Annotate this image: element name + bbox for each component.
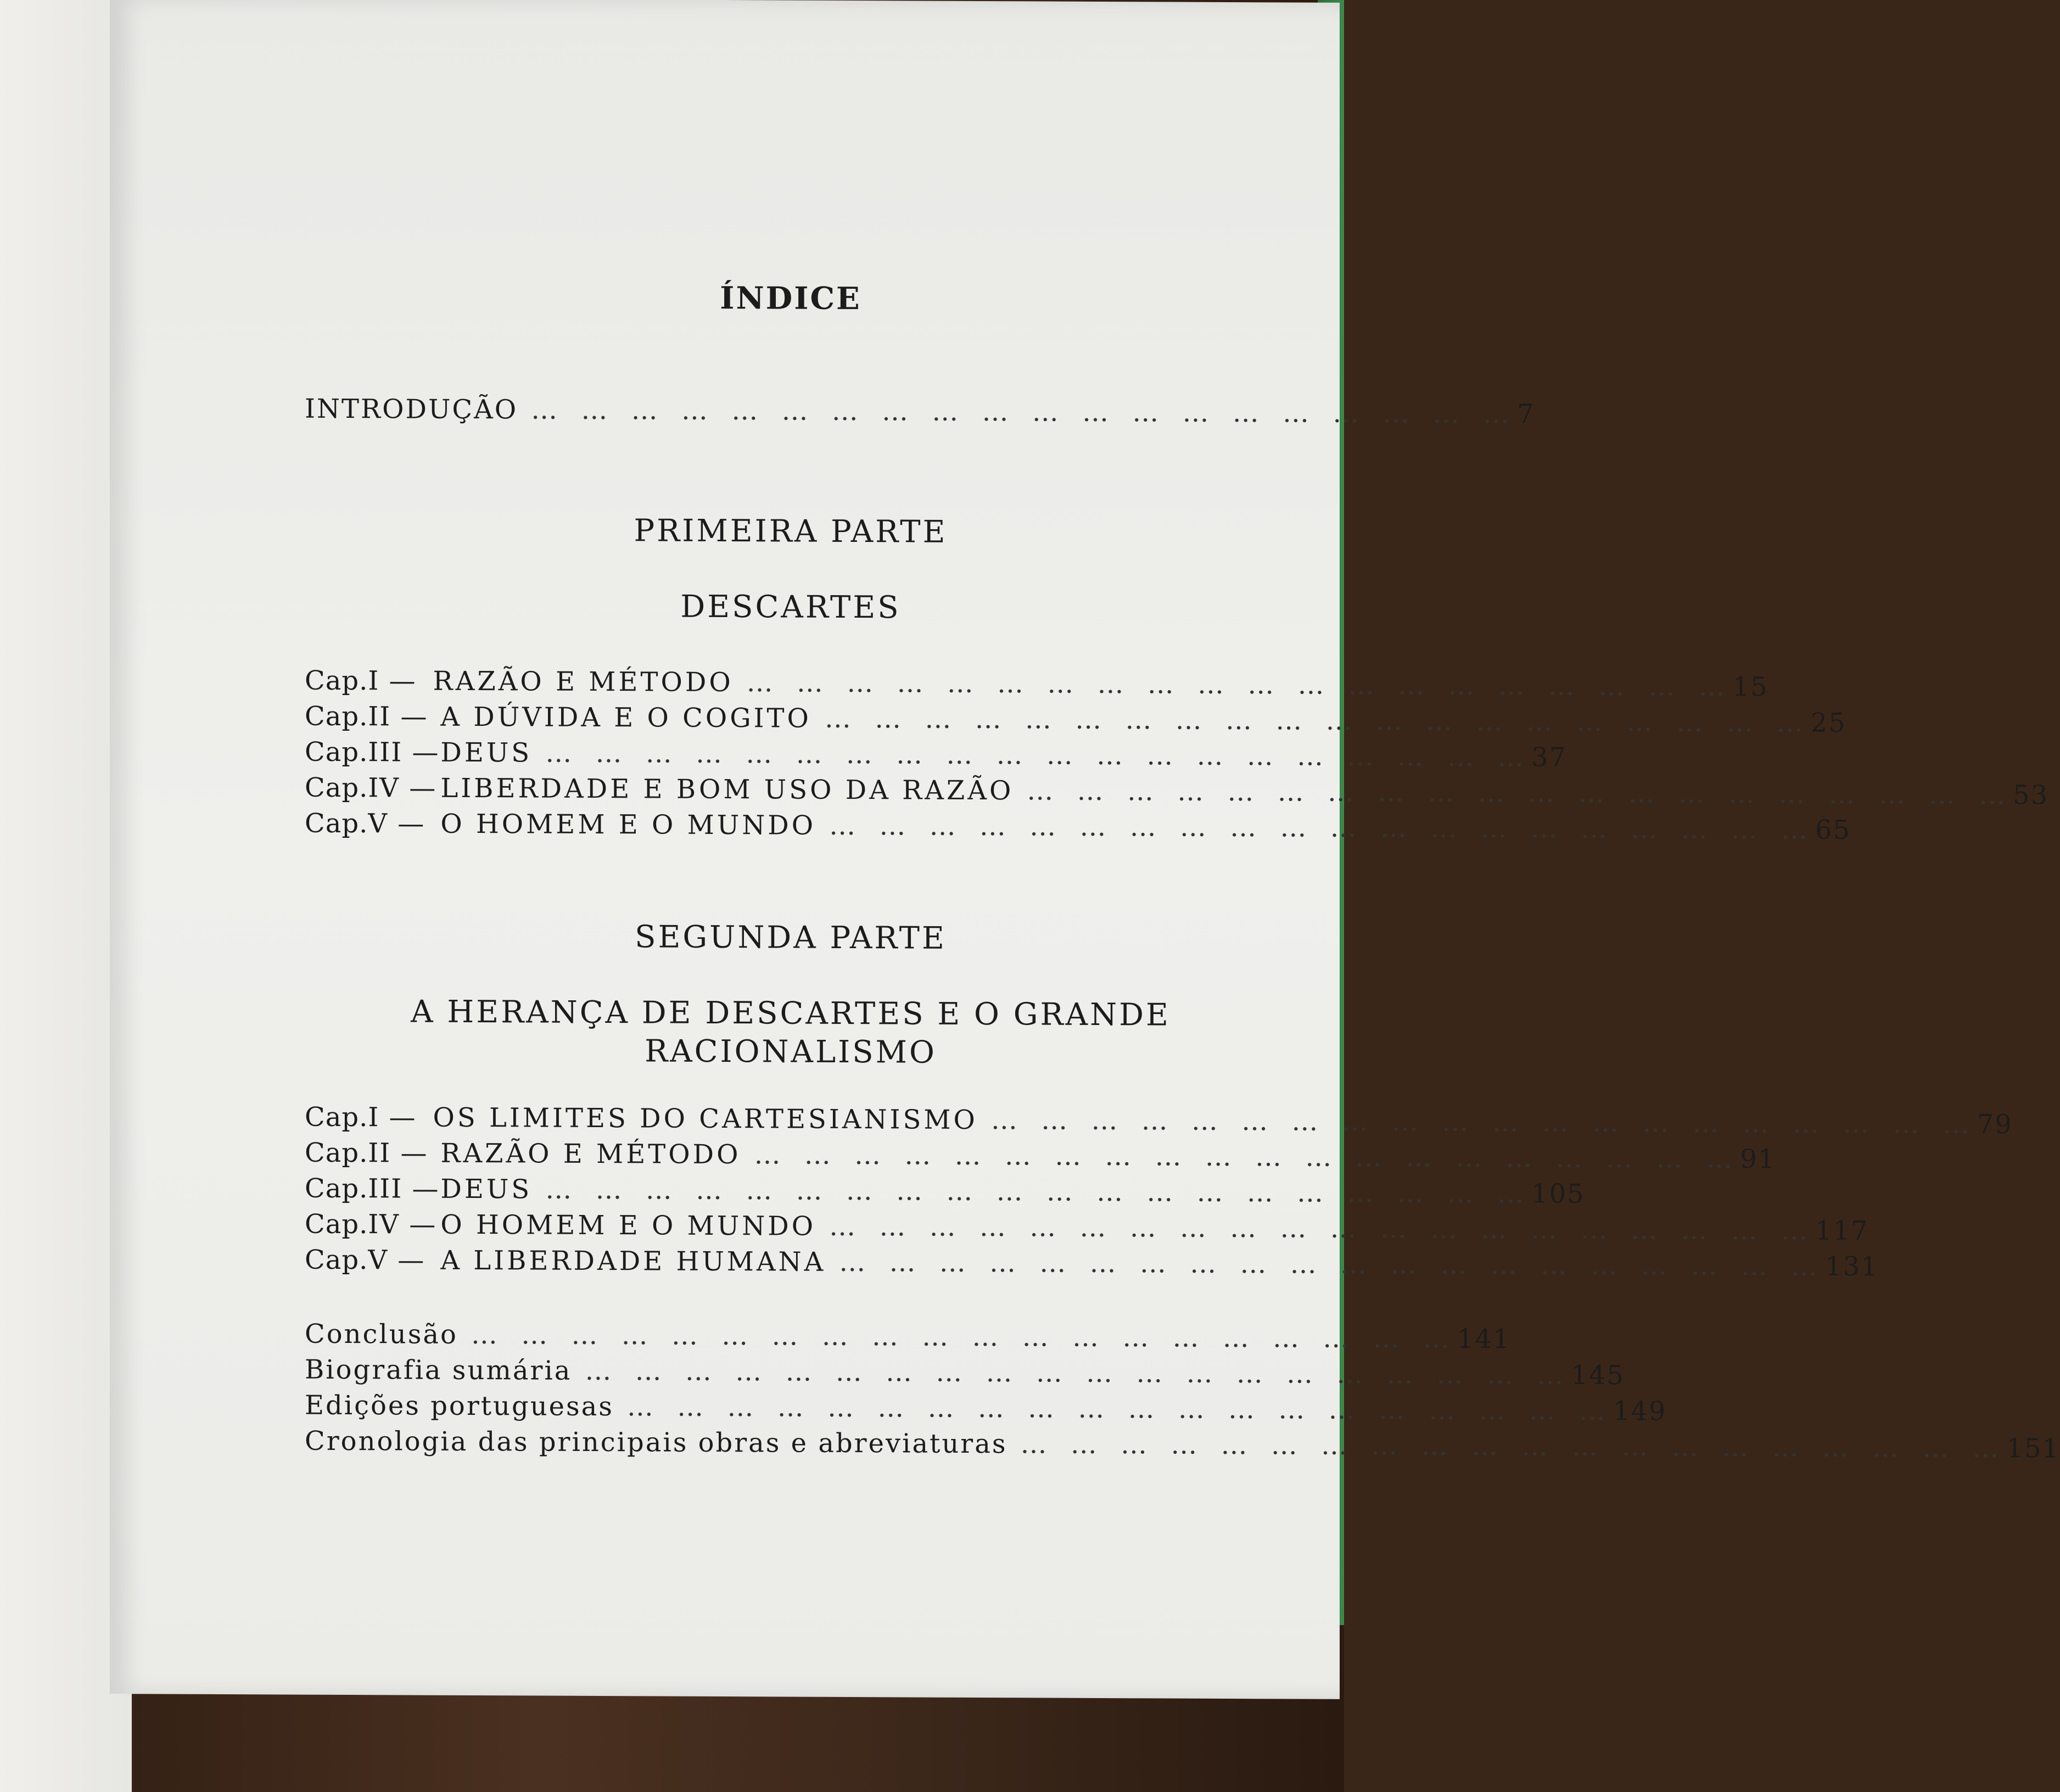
toc-entry bbox=[305, 808, 1851, 848]
entry-page: 151 bbox=[2006, 1433, 2060, 1464]
chapter-number: III — bbox=[368, 1173, 440, 1205]
toc-entry bbox=[305, 1173, 1585, 1213]
chapter-prefix: Cap. bbox=[305, 772, 368, 804]
chapter-page: 53 bbox=[2013, 780, 2049, 811]
leader-dots: … … … … … … … … … … … … … … … … … … … … bbox=[746, 667, 1733, 703]
leader-dots: … … … … … … … … … … … … … … … … … … … … bbox=[829, 1211, 1815, 1246]
part-subtitle-1: DESCARTES bbox=[680, 589, 901, 626]
chapter-prefix: Cap. bbox=[305, 701, 368, 732]
leader-dots: … … … … … … … … … … … … … … … … … … … … bbox=[626, 1391, 1613, 1427]
chapter-title: O HOMEM E O MUNDO bbox=[440, 1209, 816, 1242]
part-subtitle-2-line2: RACIONALISMO bbox=[645, 1033, 937, 1071]
chapter-number: III — bbox=[368, 737, 440, 768]
chapter-number: IV — bbox=[368, 1209, 437, 1240]
toc-entry bbox=[305, 1137, 1776, 1177]
toc-entry-introduction bbox=[305, 393, 1535, 433]
leader-dots: … … … … … … … … … … … … … … … … … … … … bbox=[531, 394, 1518, 430]
chapter-page: 105 bbox=[1531, 1178, 1585, 1209]
leader-dots: … … … … … … … … … … … … … … … … … … … … bbox=[990, 1105, 1977, 1140]
chapter-title: RAZÃO E MÉTODO bbox=[440, 1138, 741, 1171]
toc-entry bbox=[305, 665, 1768, 705]
leader-dots: … … … … … … … … … … … … … … … … … … … … bbox=[1027, 775, 2013, 811]
toc-entry bbox=[305, 701, 1846, 741]
toc-entry bbox=[305, 1208, 1869, 1248]
chapter-title: OS LIMITES DO CARTESIANISMO bbox=[433, 1102, 978, 1136]
chapter-title: DEUS bbox=[440, 1173, 533, 1205]
leader-dots: … … … … … … … … … … … … … … … … … … … … bbox=[545, 1174, 1532, 1209]
chapter-prefix: Cap. bbox=[305, 1101, 368, 1133]
chapter-number: V — bbox=[368, 808, 426, 839]
toc-entry-appendix bbox=[305, 1390, 1667, 1430]
entry-title: Edições portuguesas bbox=[305, 1390, 614, 1423]
chapter-prefix: Cap. bbox=[305, 1244, 368, 1276]
leader-dots: … … … … … … … … … … … … … … … … … … … … bbox=[839, 1246, 1826, 1282]
chapter-page: 37 bbox=[1531, 742, 1568, 773]
leader-dots: … … … … … … … … … … … … … … … … … … … … bbox=[585, 1355, 1571, 1391]
toc-entry-appendix bbox=[305, 1318, 1511, 1358]
entry-title: INTRODUÇÃO bbox=[305, 393, 518, 425]
leader-dots: … … … … … … … … … … … … … … … … … … … … bbox=[754, 1139, 1740, 1175]
leader-dots: … … … … … … … … … … … … … … … … … … … … bbox=[471, 1319, 1457, 1354]
chapter-number: II — bbox=[368, 701, 428, 732]
leader-dots: … … … … … … … … … … … … … … … … … … … … bbox=[1020, 1429, 2007, 1464]
chapter-title: DEUS bbox=[440, 737, 533, 769]
chapter-number: II — bbox=[368, 1138, 428, 1169]
chapter-page: 91 bbox=[1740, 1144, 1776, 1175]
chapter-title: RAZÃO E MÉTODO bbox=[433, 665, 734, 698]
chapter-prefix: Cap. bbox=[305, 736, 368, 768]
chapter-page: 25 bbox=[1810, 707, 1846, 738]
chapter-page: 131 bbox=[1825, 1251, 1879, 1283]
chapter-prefix: Cap. bbox=[305, 808, 368, 839]
part-heading-1: PRIMEIRA PARTE bbox=[634, 513, 948, 550]
book-page bbox=[110, 0, 2060, 1699]
toc-entry bbox=[305, 772, 2049, 812]
chapter-number: I — bbox=[368, 665, 417, 697]
toc-entry bbox=[305, 1244, 1879, 1284]
page-title: ÍNDICE bbox=[720, 279, 861, 317]
chapter-page: 117 bbox=[1815, 1215, 1869, 1247]
chapter-title: O HOMEM E O MUNDO bbox=[440, 808, 816, 841]
leader-dots: … … … … … … … … … … … … … … … … … … … … bbox=[545, 737, 1532, 773]
entry-page: 141 bbox=[1457, 1323, 1511, 1355]
chapter-number: I — bbox=[368, 1102, 417, 1133]
entry-title: Biografia sumária bbox=[305, 1354, 572, 1386]
part-heading-2: SEGUNDA PARTE bbox=[635, 919, 947, 956]
chapter-prefix: Cap. bbox=[305, 665, 368, 697]
toc-entry-appendix bbox=[305, 1425, 2060, 1465]
chapter-page: 79 bbox=[1977, 1108, 2013, 1140]
leader-dots: … … … … … … … … … … … … … … … … … … … … bbox=[824, 703, 1811, 738]
chapter-number: IV — bbox=[368, 772, 437, 804]
chapter-page: 15 bbox=[1732, 671, 1768, 703]
part-subtitle-2-line1: A HERANÇA DE DESCARTES E O GRANDE bbox=[411, 994, 1171, 1033]
chapter-page: 65 bbox=[1815, 814, 1851, 845]
entry-page: 145 bbox=[1571, 1359, 1625, 1391]
toc-entry-appendix bbox=[305, 1354, 1625, 1394]
entry-page: 149 bbox=[1613, 1396, 1667, 1427]
chapter-title: A LIBERDADE HUMANA bbox=[440, 1245, 826, 1278]
entry-page: 7 bbox=[1517, 399, 1535, 430]
leader-dots: … … … … … … … … … … … … … … … … … … … … bbox=[829, 810, 1815, 845]
toc-entry bbox=[305, 1101, 2013, 1141]
chapter-number: V — bbox=[368, 1245, 426, 1276]
chapter-prefix: Cap. bbox=[305, 1208, 368, 1240]
entry-title: Cronologia das principais obras e abreviaturas bbox=[305, 1425, 1007, 1460]
entry-title: Conclusão bbox=[305, 1318, 458, 1350]
chapter-prefix: Cap. bbox=[305, 1137, 368, 1169]
chapter-prefix: Cap. bbox=[305, 1173, 368, 1205]
chapter-title: A DÚVIDA E O COGITO bbox=[440, 701, 811, 734]
toc-entry bbox=[305, 736, 1568, 776]
chapter-title: LIBERDADE E BOM USO DA RAZÃO bbox=[440, 772, 1014, 807]
